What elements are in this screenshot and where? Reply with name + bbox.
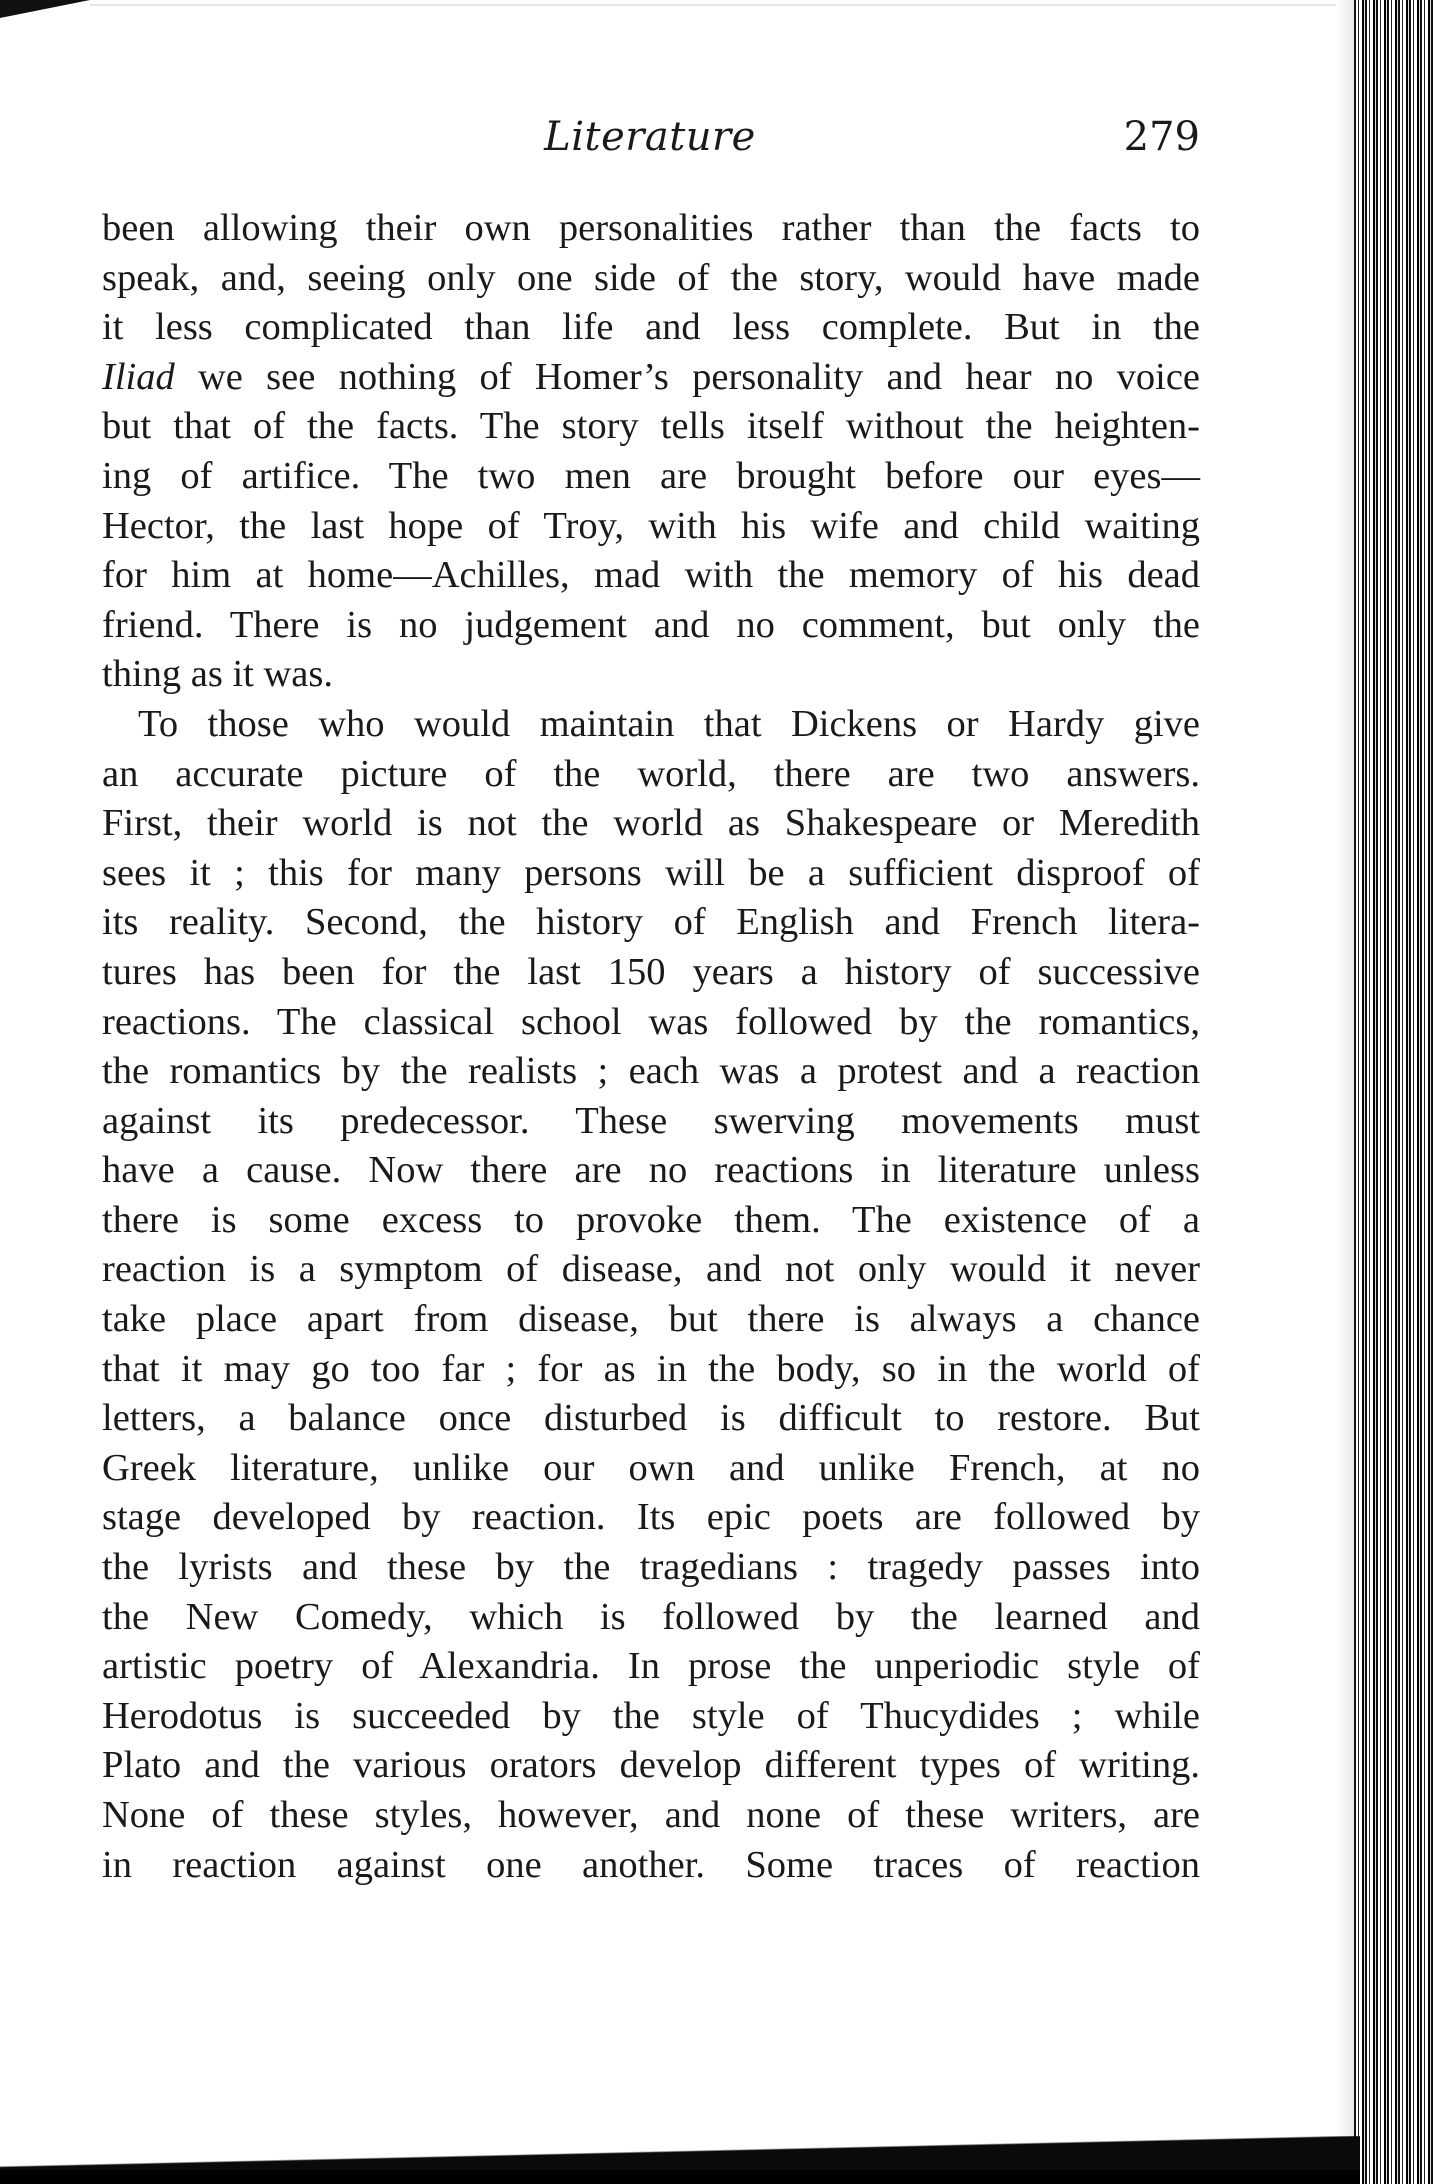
page-header [100, 114, 1200, 174]
scan-bottom-bar [0, 2170, 1360, 2184]
text-line: friend. There is no judgement and no comment, but only the [102, 603, 1200, 646]
page-number: 279 [1123, 114, 1200, 160]
text-line: there is some excess to provoke them. The existence of a [102, 1198, 1200, 1241]
text-line: tures has been for the last 150 years a history of successive [102, 950, 1200, 993]
paragraph-1 [102, 204, 1200, 700]
text-line: artistic poetry of Alexandria. In prose the unperiodic style of [102, 1645, 1200, 1688]
text-line: that it may go too far ; for as in the body, so in the world of [102, 1347, 1200, 1390]
scan-corner-mark [0, 0, 90, 18]
text-line: in reaction against one another. Some traces of reaction [102, 1843, 1200, 1886]
text-line: thing as it was. [102, 653, 333, 696]
text-line: its reality. Second, the history of English and French litera- [102, 901, 1200, 944]
text-line: None of these styles, however, and none of these writers, are [102, 1794, 1200, 1836]
book-spine-shadow [1336, 0, 1354, 2184]
text-line: but that of the facts. The story tells itself without the heighten- [102, 405, 1200, 448]
text-line: the lyrists and these by the tragedians : tragedy passes into [102, 1546, 1200, 1589]
text-line: speak, and, seeing only one side of the story, would have made [102, 256, 1200, 299]
text-line: Greek literature, unlike our own and unlike French, at no [102, 1446, 1200, 1489]
text-line: for him at home—Achilles, mad with the memory of his dead [102, 554, 1200, 597]
text-line: against its predecessor. These swerving movements must [102, 1099, 1200, 1142]
text-line: an accurate picture of the world, there are two answers. [102, 752, 1200, 795]
text-line: stage developed by reaction. Its epic poets are followed by [102, 1496, 1200, 1539]
scan-top-edge [90, 4, 1350, 6]
text-line: ing of artifice. The two men are brought before our eyes— [102, 454, 1200, 497]
text-line: have a cause. Now there are no reactions in literature unless [102, 1149, 1200, 1192]
text-line: To those who would maintain that Dickens or Hardy give [138, 702, 1200, 745]
body-text [102, 204, 1200, 1890]
text-line: reaction is a symptom of disease, and not only would it never [102, 1248, 1200, 1291]
line-rest: we see nothing of Homer’s personality and hear no voice [174, 355, 1200, 398]
text-line: reactions. The classical school was followed by the romantics, [102, 1000, 1200, 1043]
text-line: take place apart from disease, but there is always a chance [102, 1298, 1200, 1341]
running-title: Literature [544, 114, 756, 160]
text-line: the romantics by the realists ; each was a protest and a reaction [102, 1050, 1200, 1093]
text-line: it less complicated than life and less complete. But in the [102, 306, 1200, 349]
text-line: been allowing their own personalities rather than the facts to [102, 207, 1200, 249]
italic-title: Iliad [102, 355, 175, 398]
text-line: First, their world is not the world as Shakespeare or Meredith [102, 802, 1200, 845]
text-line: letters, a balance once disturbed is difficult to restore. But [102, 1397, 1200, 1440]
text-line: the New Comedy, which is followed by the learned and [102, 1595, 1200, 1638]
text-line-with-italic [102, 353, 1200, 403]
text-line: sees it ; this for many persons will be a sufficient disproof of [102, 851, 1200, 894]
paragraph-2 [102, 700, 1200, 1890]
book-spine [1354, 0, 1434, 2184]
text-line: Plato and the various orators develop different types of writing. [102, 1744, 1200, 1787]
text-line: Hector, the last hope of Troy, with his wife and child waiting [102, 504, 1200, 547]
text-line: Herodotus is succeeded by the style of Thucydides ; while [102, 1694, 1200, 1737]
